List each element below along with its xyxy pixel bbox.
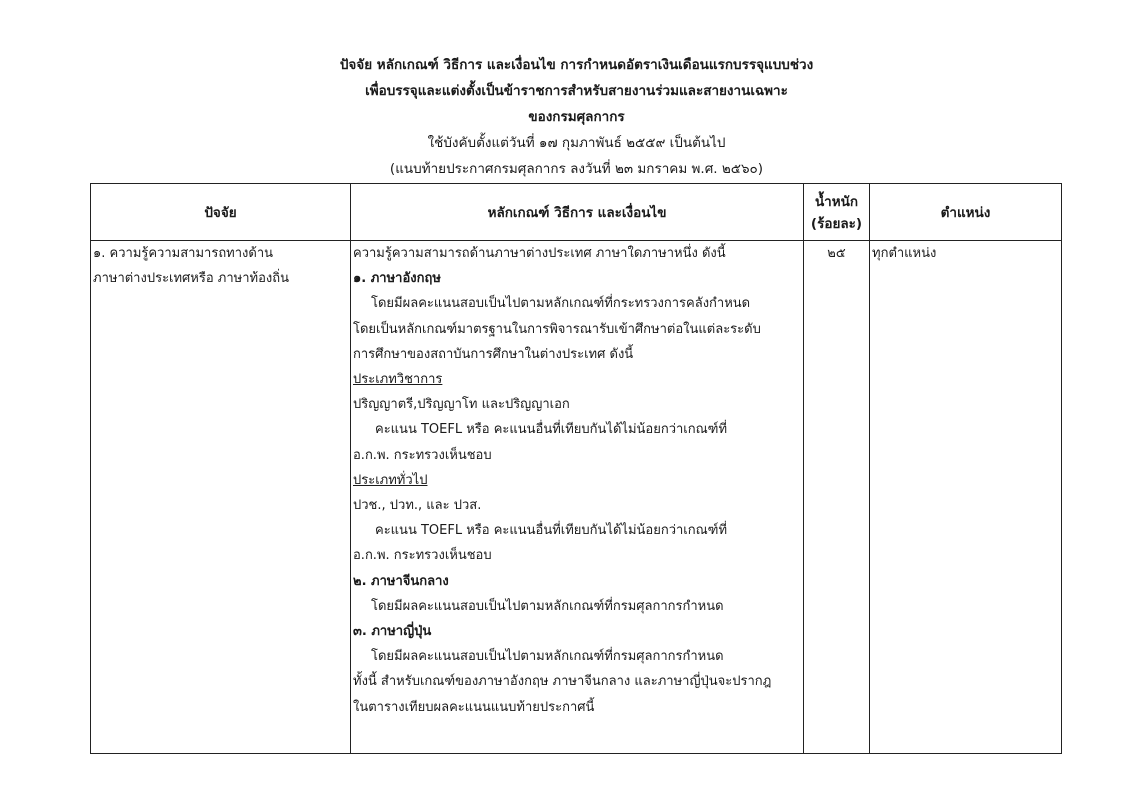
academic-score-line-1: คะแนน TOEFL หรือ คะแนนอื่นที่เทียบกันได้ไม่น้อยกว่าเกณฑ์ที่ <box>375 422 728 438</box>
criteria-intro: ความรู้ความสามารถด้านภาษาต่างประเทศ ภาษาใดภาษาหนึ่ง ดังนี้ <box>353 246 726 261</box>
factor-line-1: ๑. ความรู้ความสามารถทางด้าน <box>93 246 274 261</box>
weight-value: ๒๕ <box>827 246 846 261</box>
column-header-weight-line1: น้ำหนัก <box>814 194 859 210</box>
column-header-factor: ปัจจัย <box>91 184 351 241</box>
column-header-weight-line2: (ร้อยละ) <box>810 216 863 232</box>
general-score-line-2: อ.ก.พ. กระทรวงเห็นชอบ <box>353 548 492 564</box>
english-paragraph-2: โดยเป็นหลักเกณฑ์มาตรฐานในการพิจารณารับเข้าศึกษาต่อในแต่ละระดับ <box>353 321 761 337</box>
english-paragraph-3: การศึกษาของสถาบันการศึกษาในต่างประเทศ ดังนี้ <box>353 346 634 362</box>
factor-line-2: ภาษาต่างประเทศหรือ ภาษาท้องถิ่น <box>93 271 290 287</box>
english-paragraph-1: โดยมีผลคะแนนสอบเป็นไปตามหลักเกณฑ์ที่กระทรวงการคลังกำหนด <box>371 296 751 312</box>
criteria-table <box>90 183 1062 754</box>
position-cell <box>870 241 1062 754</box>
title-line-1: ปัจจัย หลักเกณฑ์ วิธีการ และเงื่อนไข การกำหนดอัตราเงินเดือนแรกบรรจุแบบช่วง <box>339 57 814 73</box>
effective-date-line: ใช้บังคับตั้งแต่วันที่ ๑๗ กุมภาพันธ์ ๒๕๕๙ เป็นต้นไป <box>427 135 726 151</box>
document-header <box>0 52 1123 182</box>
column-header-criteria: หลักเกณฑ์ วิธีการ และเงื่อนไข <box>351 184 804 241</box>
chinese-heading: ๒. ภาษาจีนกลาง <box>353 573 449 589</box>
chinese-paragraph: โดยมีผลคะแนนสอบเป็นไปตามหลักเกณฑ์ที่กรมศุลกากรกำหนด <box>371 598 724 614</box>
japanese-heading: ๓. ภาษาญี่ปุ่น <box>353 624 432 640</box>
position-value: ทุกตำแหน่ง <box>872 246 937 261</box>
factor-cell <box>91 241 351 754</box>
academic-heading: ประเภทวิชาการ <box>353 372 443 388</box>
general-heading: ประเภททั่วไป <box>353 472 428 488</box>
column-header-weight <box>804 184 870 241</box>
japanese-paragraph: โดยมีผลคะแนนสอบเป็นไปตามหลักเกณฑ์ที่กรมศุลกากรกำหนด <box>371 649 724 665</box>
weight-cell <box>804 241 870 754</box>
column-header-position: ตำแหน่ง <box>870 184 1062 241</box>
english-heading: ๑. ภาษาอังกฤษ <box>353 271 441 287</box>
note-line-2: ในตารางเทียบผลคะแนนแนบท้ายประกาศนี้ <box>353 699 595 715</box>
title-line-2: เพื่อบรรจุและแต่งตั้งเป็นข้าราชการสำหรับสายงานร่วมและสายงานเฉพาะ <box>365 83 788 99</box>
criteria-cell <box>351 241 804 754</box>
general-score-line-1: คะแนน TOEFL หรือ คะแนนอื่นที่เทียบกันได้ไม่น้อยกว่าเกณฑ์ที่ <box>375 523 728 539</box>
attachment-reference-line: (แนบท้ายประกาศกรมศุลกากร ลงวันที่ ๒๓ มกราคม พ.ศ. ๒๕๖๐) <box>389 161 764 177</box>
table-header-row <box>91 184 1062 241</box>
title-line-3: ของกรมศุลกากร <box>528 109 625 125</box>
academic-degrees: ปริญญาตรี,ปริญญาโท และปริญญาเอก <box>353 397 570 413</box>
note-line-1: ทั้งนี้ สำหรับเกณฑ์ของภาษาอังกฤษ ภาษาจีนกลาง และภาษาญี่ปุ่นจะปรากฎ <box>353 674 772 690</box>
table-row <box>91 241 1062 754</box>
academic-score-line-2: อ.ก.พ. กระทรวงเห็นชอบ <box>353 447 492 463</box>
general-degrees: ปวช., ปวท., และ ปวส. <box>353 498 482 514</box>
